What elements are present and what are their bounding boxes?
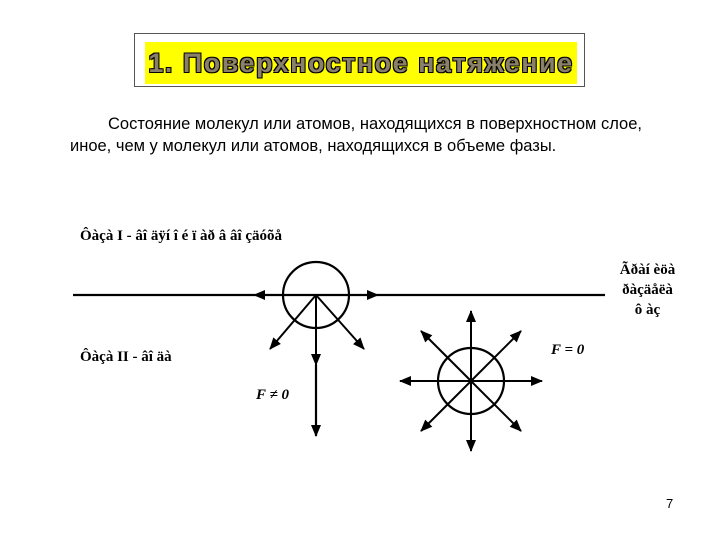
bulk-force-label: F = 0 (551, 342, 585, 358)
page-number: 7 (666, 496, 674, 511)
bulk-arrow-down-right (471, 381, 521, 431)
interface-label-line-2: ðàçäåëà (622, 282, 673, 298)
surface-arrow-down-left (270, 295, 316, 349)
phase-2-label: Ôàçà II - âî äà (80, 349, 172, 365)
surface-force-label: F ≠ 0 (256, 387, 289, 403)
slide-title: 1. Поверхностное натяжение (148, 47, 574, 78)
surface-arrow-down-right (316, 295, 364, 349)
interface-label (600, 260, 695, 320)
interface-label-line-1: Ãðàí èöà (619, 262, 676, 278)
bulk-molecule (400, 311, 542, 451)
interface-label-line-3: ô àç (634, 302, 661, 318)
surface-molecule (254, 262, 378, 436)
phase-1-label: Ôàçà I - âî äÿí î é ï àð â âî çäóõå (80, 228, 283, 244)
bulk-arrow-up-left (421, 331, 471, 381)
bulk-arrow-up-right (471, 331, 521, 381)
bulk-arrow-down-left (421, 381, 471, 431)
definition-paragraph: Состояние молекул или атомов, находящихся в поверхностном слое, иное, чем у молекул или атомов, находящихся в объеме фазы. (70, 115, 642, 155)
